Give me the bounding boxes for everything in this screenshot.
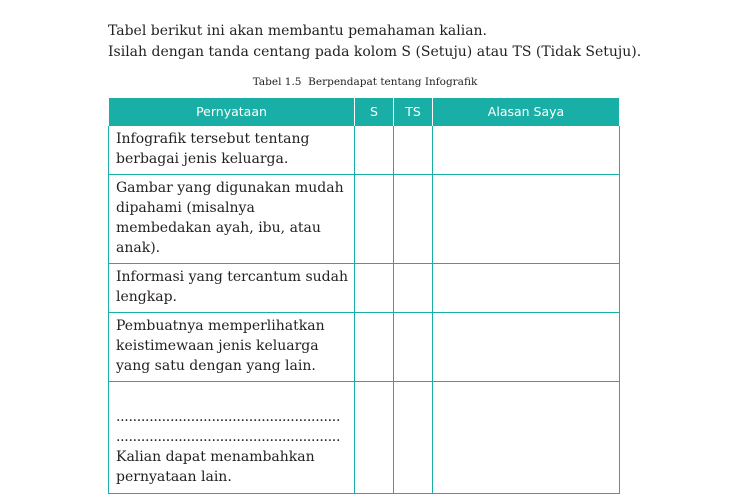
table-row xyxy=(109,175,620,264)
instruction-line-1: Tabel berikut ini akan membantu pemahaman kalian. xyxy=(108,23,488,39)
disagree-cell[interactable] xyxy=(394,382,433,494)
agree-cell[interactable] xyxy=(355,126,394,175)
table-row xyxy=(109,264,620,313)
reason-cell[interactable] xyxy=(433,313,620,382)
blank-line[interactable]: ...................................................... xyxy=(116,429,341,445)
table-row xyxy=(109,313,620,382)
header-disagree: TS xyxy=(394,98,433,126)
agree-cell[interactable] xyxy=(355,313,394,382)
reason-cell[interactable] xyxy=(433,126,620,175)
table-row xyxy=(109,126,620,175)
table-caption xyxy=(0,76,730,88)
add-statement-note: Kalian dapat menambahkan pernyataan lain. xyxy=(116,449,315,485)
agree-cell[interactable] xyxy=(355,175,394,264)
statement-cell: Gambar yang digunakan mudah dipahami (misalnya membedakan ayah, ibu, atau anak). xyxy=(109,175,355,264)
table-header-row xyxy=(109,98,620,126)
reason-cell[interactable] xyxy=(433,175,620,264)
agree-cell[interactable] xyxy=(355,382,394,494)
blank-line[interactable]: ...................................................... xyxy=(116,409,341,425)
reason-cell[interactable] xyxy=(433,382,620,494)
reason-cell[interactable] xyxy=(433,264,620,313)
agree-cell[interactable] xyxy=(355,264,394,313)
header-reason: Alasan Saya xyxy=(433,98,620,126)
table-number: Tabel 1.5 xyxy=(252,76,302,88)
table-title: Berpendapat tentang Infografik xyxy=(308,76,478,88)
statement-cell xyxy=(109,382,355,494)
opinion-table xyxy=(108,98,620,494)
instruction-line-2: Isilah dengan tanda centang pada kolom S (Setuju) atau TS (Tidak Setuju). xyxy=(108,44,642,60)
disagree-cell[interactable] xyxy=(394,313,433,382)
header-statement: Pernyataan xyxy=(109,98,355,126)
statement-cell: Pembuatnya memperlihatkan keistimewaan jenis keluarga yang satu dengan yang lain. xyxy=(109,313,355,382)
statement-cell: Informasi yang tercantum sudah lengkap. xyxy=(109,264,355,313)
statement-cell: Infografik tersebut tentang berbagai jenis keluarga. xyxy=(109,126,355,175)
disagree-cell[interactable] xyxy=(394,175,433,264)
disagree-cell[interactable] xyxy=(394,126,433,175)
instructions xyxy=(108,21,641,63)
disagree-cell[interactable] xyxy=(394,264,433,313)
table-row xyxy=(109,382,620,494)
header-agree: S xyxy=(355,98,394,126)
